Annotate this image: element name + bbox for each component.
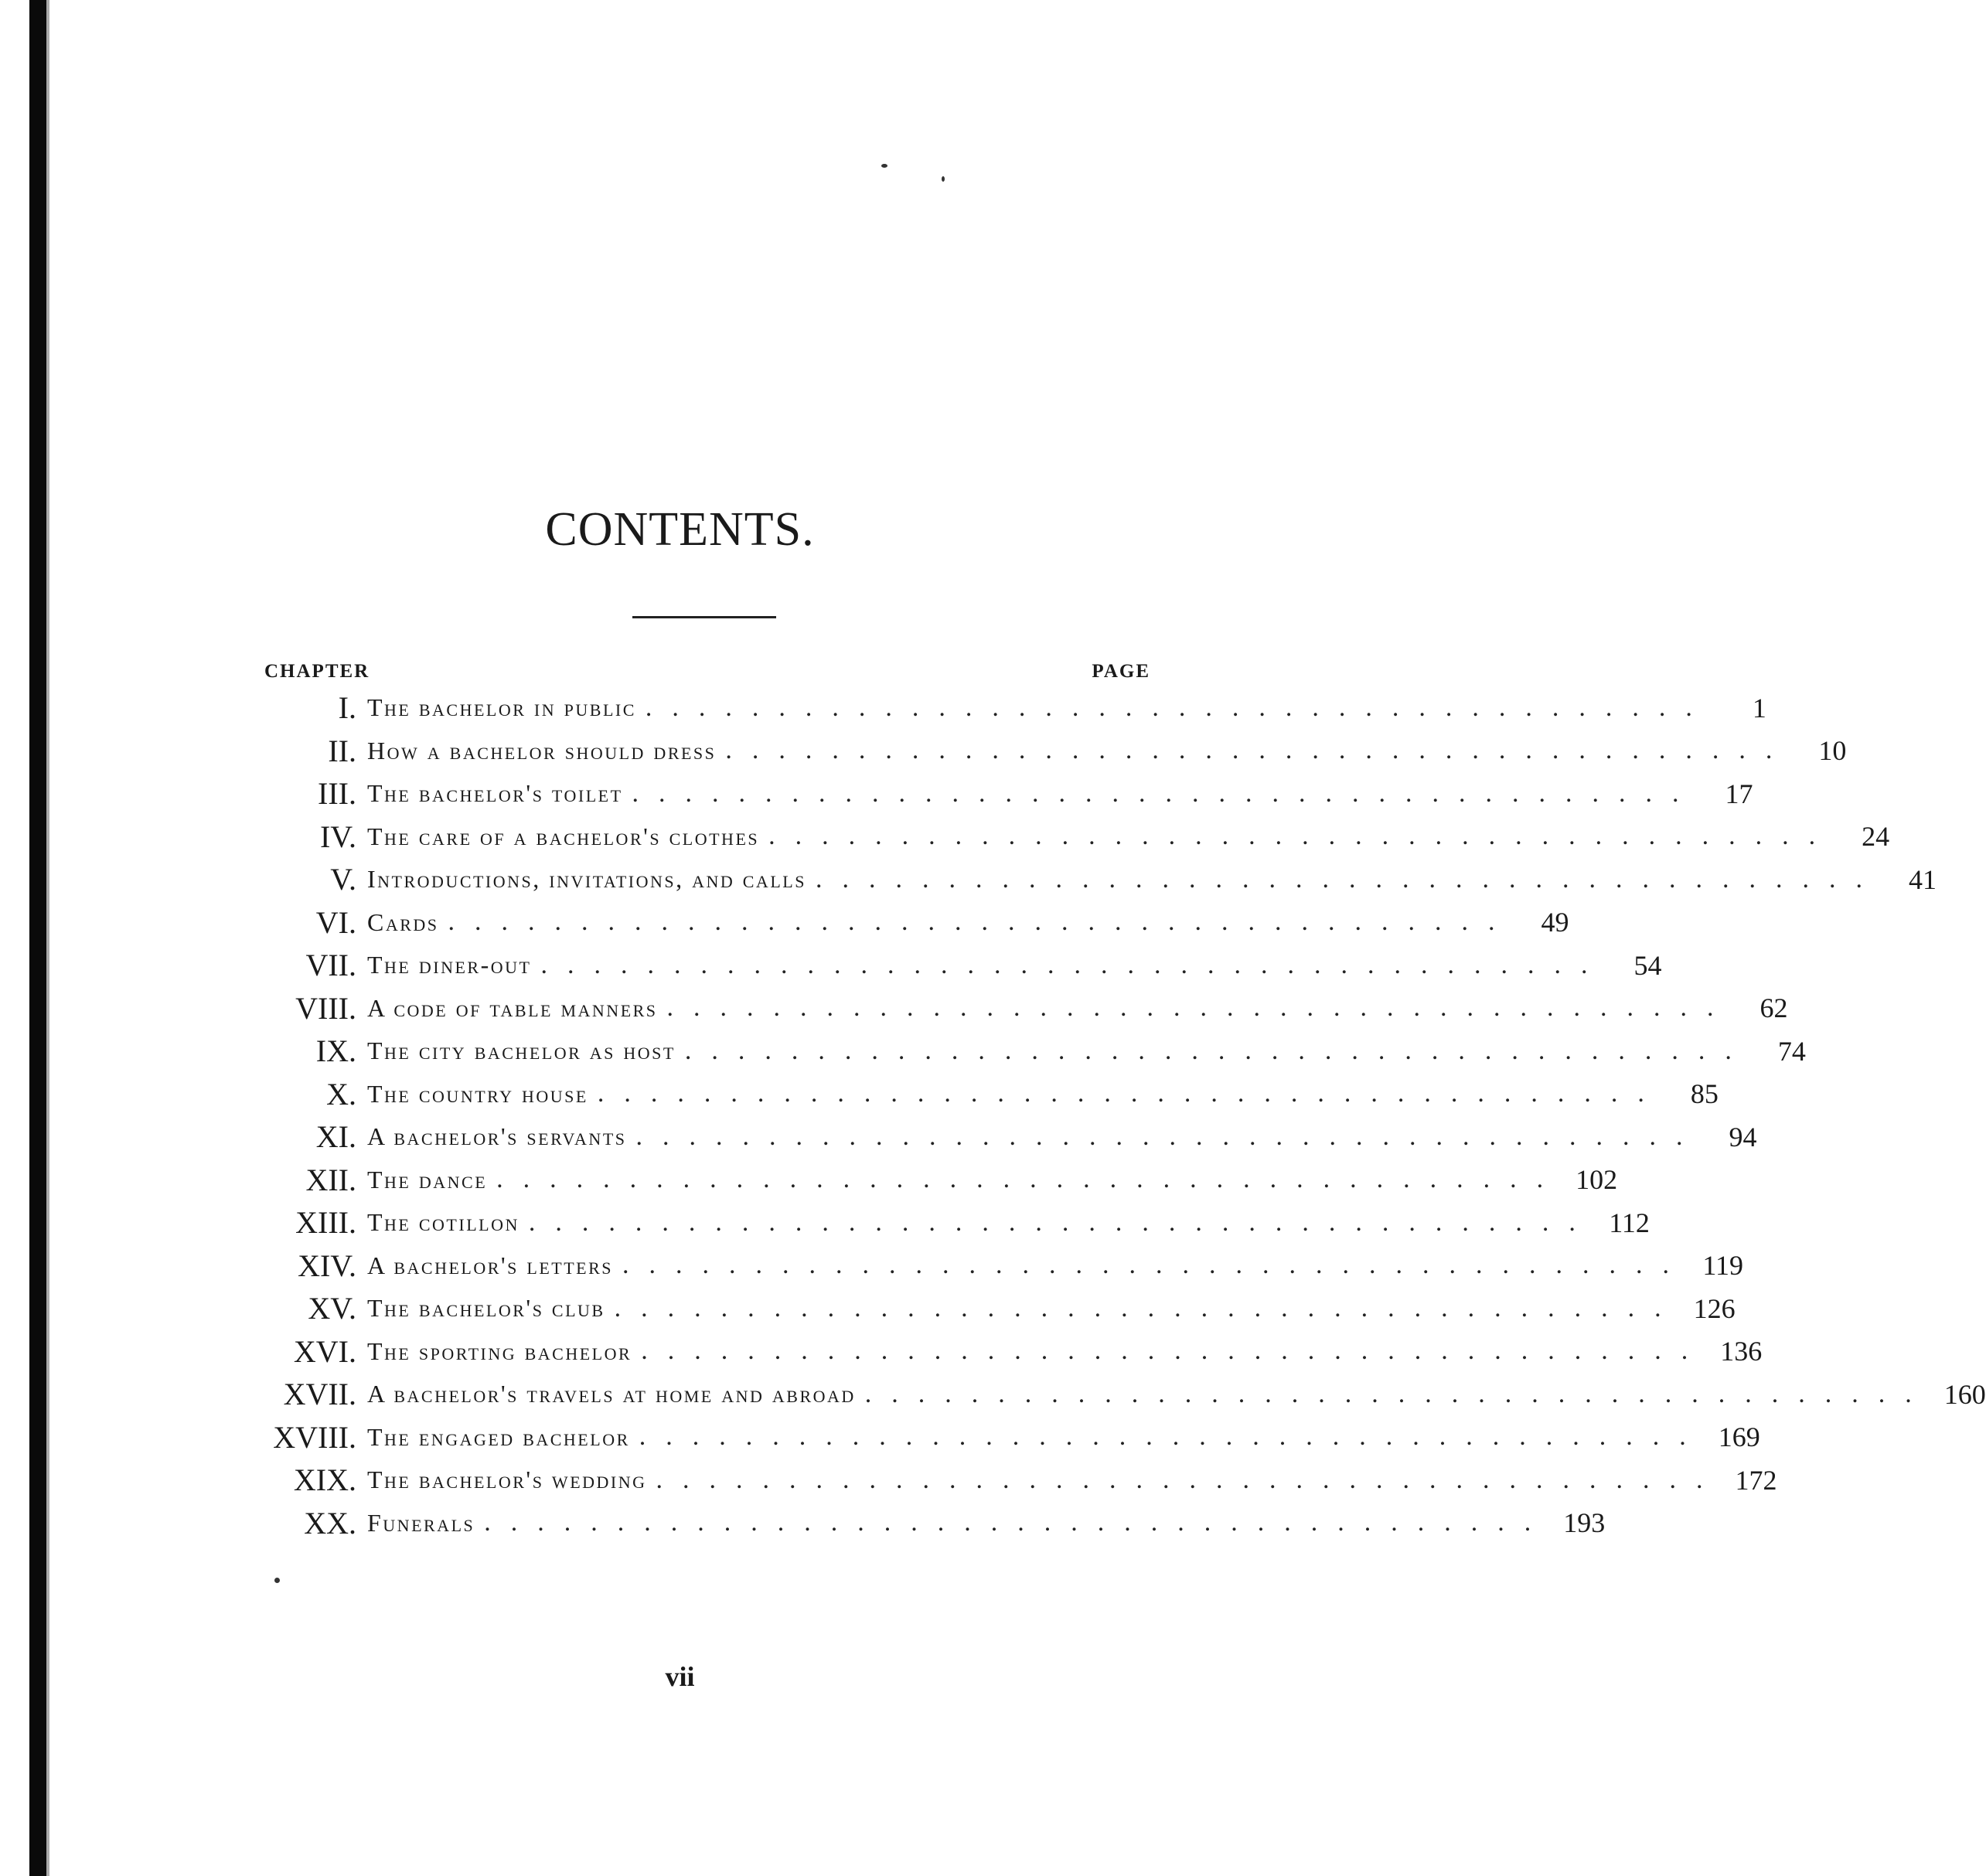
- toc-entry: [255, 1159, 1618, 1202]
- page-number: 10: [1818, 735, 1847, 767]
- dot-leader: ........................................: [639, 1422, 1706, 1452]
- page-number: 49: [1541, 907, 1569, 938]
- chapter-number: VII.: [305, 948, 356, 983]
- dot-leader: ........................................: [484, 1508, 1552, 1537]
- dot-leader: ........................................: [528, 1207, 1596, 1237]
- toc-entry: [255, 1459, 1777, 1502]
- page-number: 172: [1735, 1464, 1777, 1496]
- toc-entry: [255, 1330, 1763, 1374]
- dot-leader: ........................................: [614, 1293, 1681, 1323]
- dot-leader: ........................................: [666, 993, 1734, 1023]
- table-of-contents: [255, 686, 1986, 1544]
- page-binding-shadow: [46, 0, 49, 1876]
- chapter-number: XIX.: [293, 1462, 356, 1498]
- chapter-title: The city bachelor as host: [367, 1037, 676, 1065]
- chapter-number: II.: [328, 733, 356, 768]
- chapter-number: XVII.: [283, 1377, 356, 1412]
- chapter-title: The care of a bachelor's clothes: [367, 822, 760, 850]
- chapter-number: X.: [326, 1076, 356, 1112]
- chapter-number: XV.: [308, 1291, 356, 1326]
- dot-leader: ........................................: [641, 1336, 1708, 1366]
- chapter-title: The dance: [367, 1165, 488, 1193]
- chapter-title: The bachelor's club: [367, 1294, 605, 1323]
- chapter-title: Funerals: [367, 1508, 475, 1537]
- page-speck: [942, 176, 945, 182]
- page-number: 54: [1633, 949, 1662, 981]
- chapter-title: A code of table manners: [367, 993, 658, 1022]
- page-number: 94: [1729, 1121, 1757, 1152]
- dot-leader: ........................................: [684, 1036, 1752, 1065]
- dot-leader: ........................................: [815, 864, 1882, 894]
- page-number: 1: [1752, 692, 1766, 724]
- dot-leader: ........................................: [864, 1379, 1932, 1408]
- chapter-number: XX.: [304, 1505, 356, 1541]
- page-number: 102: [1576, 1164, 1618, 1196]
- toc-entry: [255, 686, 1766, 730]
- dot-leader: ........................................: [656, 1465, 1723, 1494]
- chapter-title: The sporting bachelor: [367, 1336, 632, 1365]
- dot-leader: ........................................: [448, 907, 1515, 937]
- page-number: 160: [1943, 1378, 1986, 1410]
- page-number: 112: [1609, 1207, 1650, 1238]
- chapter-number: XVI.: [293, 1333, 356, 1369]
- chapter-title: The bachelor in public: [367, 693, 636, 722]
- chapter-number: VIII.: [295, 990, 356, 1026]
- chapter-title: The diner-out: [367, 951, 532, 979]
- chapter-number: VI.: [315, 904, 356, 940]
- dot-leader: ........................................: [725, 736, 1793, 765]
- dot-leader: ........................................: [540, 950, 1608, 979]
- toc-entry: [255, 730, 1847, 773]
- toc-entry: [255, 1416, 1760, 1459]
- chapter-title: Introductions, invitations, and calls: [367, 865, 806, 894]
- chapter-number: IV.: [319, 819, 356, 854]
- page-number: 24: [1862, 821, 1890, 853]
- dot-leader: ........................................: [768, 822, 1836, 851]
- toc-entry: [255, 1115, 1757, 1159]
- chapter-title: The cotillon: [367, 1208, 519, 1237]
- chapter-number: XVIII.: [273, 1419, 356, 1455]
- toc-entry: [255, 1287, 1736, 1330]
- page-binding-edge: [29, 0, 46, 1876]
- toc-entry: [255, 1373, 1986, 1416]
- chapter-title: The country house: [367, 1079, 588, 1108]
- page-title: CONTENTS.: [545, 503, 815, 556]
- toc-entry: [255, 1073, 1719, 1116]
- chapter-column-header: CHAPTER: [264, 661, 370, 682]
- toc-entry: [255, 1244, 1744, 1288]
- toc-entry: [255, 815, 1890, 859]
- toc-entry: [255, 1502, 1606, 1545]
- page-number: 85: [1690, 1078, 1719, 1110]
- chapter-number: IX.: [315, 1033, 356, 1069]
- chapter-title: A bachelor's letters: [367, 1251, 614, 1279]
- page-number: 41: [1908, 863, 1937, 895]
- chapter-title: The engaged bachelor: [367, 1422, 630, 1451]
- page-number: 74: [1777, 1035, 1806, 1067]
- page-folio: vii: [665, 1661, 695, 1692]
- page-speck: [881, 164, 887, 168]
- chapter-title: The bachelor's wedding: [367, 1466, 647, 1494]
- page-number: 136: [1720, 1336, 1763, 1367]
- chapter-number: I.: [338, 690, 356, 726]
- title-rule: [632, 616, 776, 618]
- page-number: 17: [1725, 778, 1753, 809]
- toc-entry: [255, 1201, 1650, 1244]
- dot-leader: ........................................: [632, 778, 1699, 808]
- dot-leader: ........................................: [635, 1122, 1703, 1151]
- dot-leader: ........................................: [622, 1251, 1690, 1280]
- page-number: 193: [1563, 1507, 1606, 1539]
- toc-entry: [255, 944, 1662, 987]
- chapter-number: V.: [330, 862, 356, 897]
- chapter-title: The bachelor's toilet: [367, 779, 623, 808]
- page-number: 119: [1702, 1250, 1744, 1282]
- toc-entry: [255, 987, 1788, 1030]
- chapter-number: XI.: [315, 1119, 356, 1155]
- page-number: 62: [1759, 992, 1788, 1024]
- toc-entry: [255, 858, 1937, 901]
- chapter-number: XII.: [305, 1162, 356, 1197]
- chapter-title: How a bachelor should dress: [367, 736, 717, 764]
- dot-leader: ........................................: [597, 1079, 1664, 1108]
- page-number: 169: [1718, 1421, 1760, 1453]
- chapter-title: Cards: [367, 907, 439, 936]
- chapter-number: III.: [318, 776, 356, 812]
- dot-leader: ........................................: [496, 1165, 1564, 1194]
- chapter-number: XIII.: [295, 1205, 356, 1241]
- chapter-number: XIV.: [298, 1248, 356, 1283]
- page-number: 126: [1693, 1292, 1736, 1324]
- chapter-title: A bachelor's servants: [367, 1122, 627, 1151]
- page-speck: [274, 1578, 280, 1583]
- chapter-title: A bachelor's travels at home and abroad: [367, 1380, 856, 1408]
- toc-entry: [255, 772, 1753, 815]
- toc-entry: [255, 1030, 1806, 1073]
- dot-leader: ........................................: [645, 693, 1712, 722]
- page-column-header: PAGE: [1092, 661, 1150, 682]
- toc-entry: [255, 901, 1569, 945]
